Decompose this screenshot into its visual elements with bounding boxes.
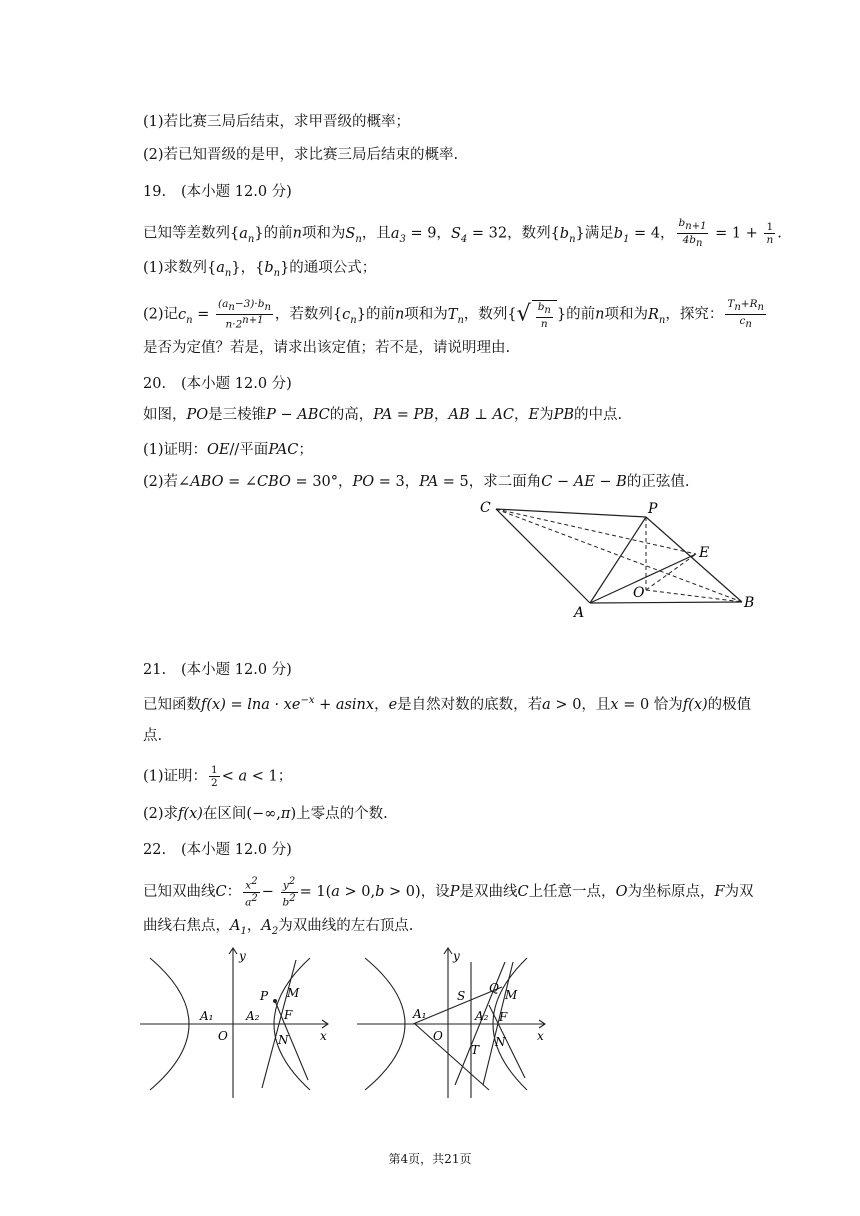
q19-header — [143, 180, 292, 201]
q18-part1: (1)若比赛三局后结束，求甲晋级的概率； — [143, 114, 411, 130]
q21-number: 21. — [143, 662, 167, 678]
q21-part1: (1)证明： $\frac{1}{2}$ < a < 1； — [143, 764, 293, 789]
q20-label-C: C — [480, 500, 491, 516]
q22-fig2-label-A1: A₁ — [413, 1007, 427, 1021]
q20-label-O: O — [633, 585, 645, 601]
q22-fig1-label-N: N — [278, 1033, 289, 1047]
q19-part2: (2)记$c_n$ = $\frac{(a_n-3)\cdot b_n}{n\cdot 2^{n+1}}$ ，若数列$\{c_n\}$的前n项和为$T_n$，数列{√ $\frac{b_n}{n}$ }的前n项和为$R_n$，探究： $\frac{T_n+R_n}{c_n}$ — [143, 298, 764, 331]
q22-points: (本小题 12.0 分) — [181, 842, 292, 858]
q22-fig2-label-y: y — [453, 949, 460, 963]
page-footer: 第4页，共21页 — [388, 1152, 472, 1166]
q22-fig1-label-x: x — [320, 1029, 327, 1043]
q22-fig2-label-x: x — [537, 1029, 544, 1043]
q21-points: (本小题 12.0 分) — [181, 662, 292, 678]
q19-points: (本小题 12.0 分) — [181, 184, 292, 200]
q19-stem: 已知等差数列$\{a_n\}$的前n项和为$S_n$，且$a_3 = 9$，$S_4 = 32$，数列$\{b_n\}$满足$b_1 = 4$， $\frac{b_{n+1}}{4b_n}$ = 1 + $\frac{1}{n}$ . — [143, 217, 782, 250]
q22-fig2-label-S: S — [457, 989, 466, 1003]
q22-fig2-label-F: F — [499, 1010, 508, 1024]
q20-points: (本小题 12.0 分) — [181, 376, 292, 392]
q22-fig1-label-y: y — [239, 949, 246, 963]
q22-fig1-label-A2: A₂ — [246, 1009, 260, 1023]
q20-number: 20. — [143, 376, 167, 392]
q22-fig1-label-F: F — [284, 1008, 293, 1022]
q22-fig2-label-O: O — [433, 1029, 443, 1043]
q22-stem-cont: 曲线右焦点，$A_1$，$A_2$为双曲线的左右顶点. — [143, 918, 414, 937]
q22-fig1-label-O: O — [218, 1029, 228, 1043]
q19-part1: (1)求数列$\{a_n\}$，$\{b_n\}$的通项公式； — [143, 260, 377, 279]
q20-stem: 如图，PO是三棱锥P − ABC的高，PA = PB，AB ⊥ AC，E为PB的中点. — [143, 407, 623, 423]
q20-label-P: P — [648, 501, 658, 517]
q22-fig2-label-N: N — [495, 1035, 506, 1049]
q20-label-A: A — [574, 605, 585, 621]
q22-header — [143, 838, 292, 859]
q20-label-E: E — [699, 545, 710, 561]
q22-stem: 已知双曲线C： $\frac{x^2}{a^2}$ − $\frac{y^2}{b^2}$ = 1(a > 0,b > 0)，设P是双曲线C上任意一点，O为坐标原点，F为双 — [143, 876, 754, 908]
q20-header — [143, 372, 292, 393]
q22-fig2-label-Q: Q — [489, 981, 499, 995]
q22-fig1-point-P — [273, 999, 277, 1003]
q22-fig1-label-A1: A₁ — [200, 1009, 214, 1023]
q22-fig2-label-A2: A₂ — [475, 1009, 489, 1023]
q21-stem-cont: 点. — [143, 728, 163, 744]
q22-fig2-label-M: M — [505, 988, 518, 1002]
q22-hyperbola-figure-2 — [355, 940, 555, 1100]
q21-part2: (2)求f(x)在区间(−∞,π)上零点的个数. — [143, 806, 388, 822]
q20-label-B: B — [744, 595, 755, 611]
q18-part2: (2)若已知晋级的是甲，求比赛三局后结束的概率. — [143, 147, 459, 163]
q22-fig1-label-P: P — [260, 989, 269, 1003]
q20-part1: (1)证明：OE//平面PAC； — [143, 442, 313, 458]
q20-part2: (2)若∠ABO = ∠CBO = 30°，PO = 3，PA = 5，求二面角C − AE − B的正弦值. — [143, 474, 690, 490]
q22-fig1-label-M: M — [287, 986, 300, 1000]
q19-number: 19. — [143, 184, 167, 200]
q21-stem: 已知函数$f(x) = \ln a \cdot xe^{-x} + asinx$，e是自然对数的底数，若a > 0，且x = 0 恰为f(x)的极值 — [143, 695, 752, 713]
q20-pyramid-figure — [470, 495, 770, 625]
q22-hyperbola-figure-1 — [138, 940, 338, 1100]
q19-part2-cont: 是否为定值？若是，请求出该定值；若不是，请说明理由. — [143, 340, 511, 356]
q21-header — [143, 658, 292, 679]
q22-number: 22. — [143, 842, 167, 858]
q22-fig2-label-T: T — [471, 1043, 480, 1057]
